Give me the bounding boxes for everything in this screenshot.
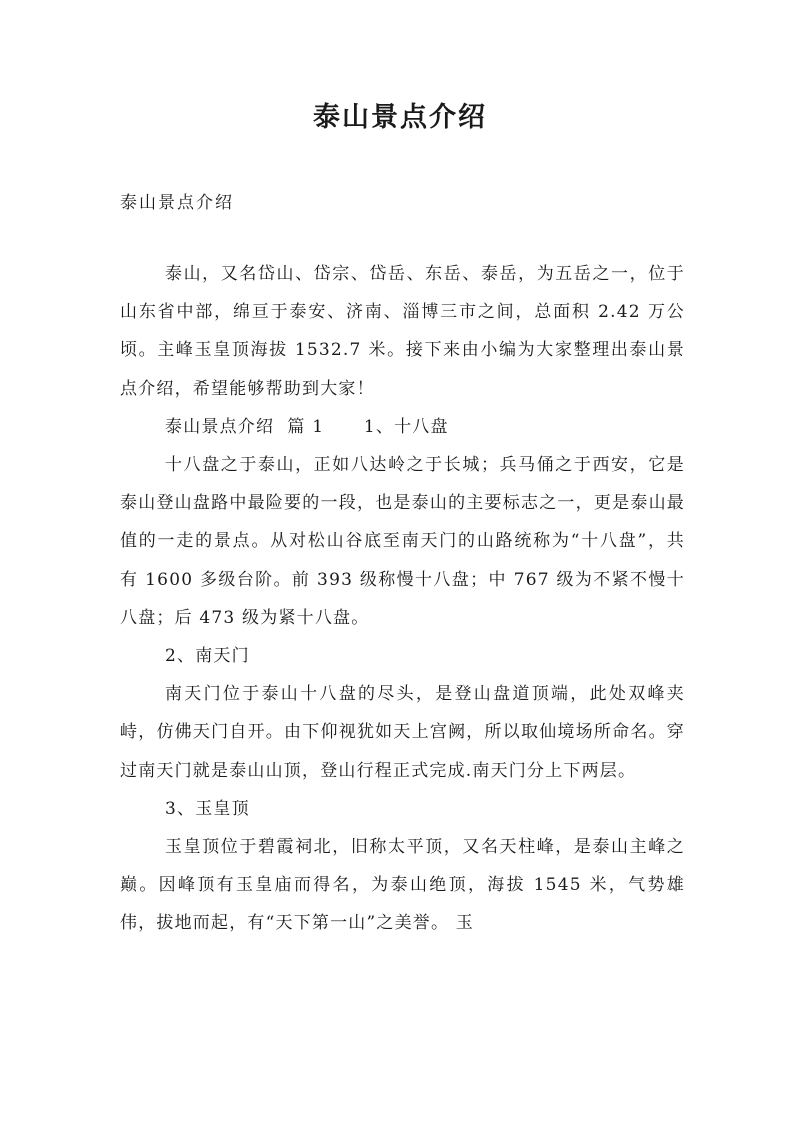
yuhuangding-paragraph: 玉皇顶位于碧霞祠北，旧称太平顶，又名天柱峰，是泰山主峰之巅。因峰顶有玉皇庙而得名，为泰山绝顶，海拔 1545 米，气势雄伟，拔地而起，有“天下第一山”之美誉。 玉 <box>120 837 685 934</box>
document-subtitle: 泰山景点介绍 <box>120 193 234 213</box>
shibapan-paragraph: 十八盘之于泰山，正如八达岭之于长城；兵马俑之于西安，它是泰山登山盘路中最险要的一段，也是泰山的主要标志之一，更是泰山最值的一走的景点。从对松山谷底至南天门的山路统称为“十八盘”，共有 1600 多级台阶。前 393 级称慢十八盘；中 767 级为不紧不慢十八盘；后 473 级为紧十八盘。 <box>120 455 685 628</box>
page-title: 泰山景点介绍 <box>313 102 487 133</box>
document-body <box>120 255 685 943</box>
nantianmen-paragraph: 南天门位于泰山十八盘的尽头，是登山盘道顶端，此处双峰夹峙，仿佛天门自开。由下仰视犹如天上宫阙，所以取仙境场所命名。穿过南天门就是泰山山顶，登山行程正式完成.南天门分上下两层。 <box>120 684 685 781</box>
section-heading-shibapan: 泰山景点介绍 篇 1 1、十八盘 <box>165 416 449 437</box>
section-heading-yuhuangding: 3、玉皇顶 <box>165 798 250 819</box>
section-heading-nantianmen: 2、南天门 <box>165 646 250 667</box>
intro-paragraph: 泰山，又名岱山、岱宗、岱岳、东岳、泰岳，为五岳之一，位于山东省中部，绵亘于泰安、济南、淄博三市之间，总面积 2.42 万公顷。主峰玉皇顶海拔 1532.7 米。接下来由小编为大家整理出泰山景点介绍，希望能够帮助到大家！ <box>120 264 685 399</box>
